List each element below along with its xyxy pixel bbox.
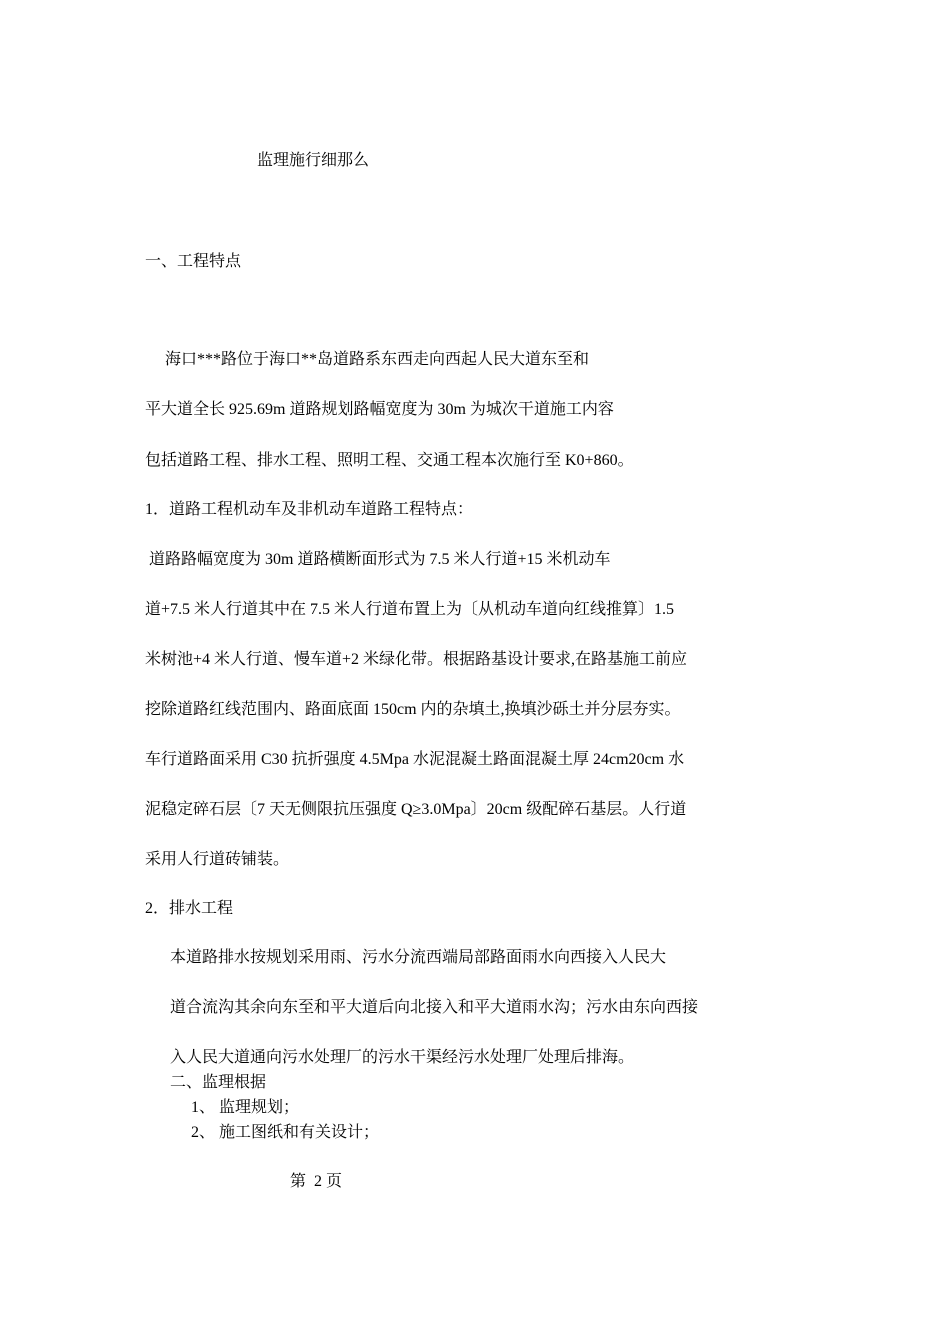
section-heading-supervision-basis: 二、监理根据 [170,1074,267,1091]
paragraph-line: 道路路幅宽度为 30m 道路横断面形式为 7.5 米人行道+15 米机动车 [149,551,611,568]
paragraph-line: 包括道路工程、排水工程、照明工程、交通工程本次施行至 K0+860。 [145,452,634,469]
paragraph-line: 海口***路位于海口**岛道路系东西走向西起人民大道东至和 [165,351,590,368]
page-footer: 第 2 页 [290,1173,343,1190]
item-heading-drainage: 2．排水工程 [145,900,234,917]
document-title: 监理施行细那么 [257,152,370,169]
paragraph-line: 平大道全长 925.69m 道路规划路幅宽度为 30m 为城次干道施工内容 [145,401,614,418]
paragraph-line: 挖除道路红线范围内、路面底面 150cm 内的杂填土,换填沙砾土并分层夯实。 [145,701,681,718]
section-heading-project-features: 一、工程特点 [145,253,242,270]
paragraph-line: 米树池+4 米人行道、慢车道+2 米绿化带。根据路基设计要求,在路基施工前应 [145,651,688,668]
list-item: 2、 施工图纸和有关设计； [191,1124,380,1141]
paragraph-line: 道+7.5 米人行道其中在 7.5 米人行道布置上为〔从机动车道向红线推算〕1.5 [145,601,675,618]
paragraph-line: 采用人行道砖铺装。 [145,851,290,868]
paragraph-line: 本道路排水按规划采用雨、污水分流西端局部路面雨水向西接入人民大 [170,949,667,966]
paragraph-line: 车行道路面采用 C30 抗折强度 4.5Mpa 水泥混凝土路面混凝土厚 24cm20cm 水 [145,751,685,768]
paragraph-line: 入人民大道通向污水处理厂的污水干渠经污水处理厂处理后排海。 [170,1049,635,1066]
item-heading-road-works: 1．道路工程机动车及非机动车道路工程特点： [145,501,474,518]
list-item: 1、 监理规划； [191,1099,300,1116]
paragraph-line: 泥稳定碎石层〔7 天无侧限抗压强度 Q≥3.0Mpa〕20cm 级配碎石基层。人行道 [145,801,687,818]
paragraph-line: 道合流沟其余向东至和平大道后向北接入和平大道雨水沟；污水由东向西接 [170,999,699,1016]
